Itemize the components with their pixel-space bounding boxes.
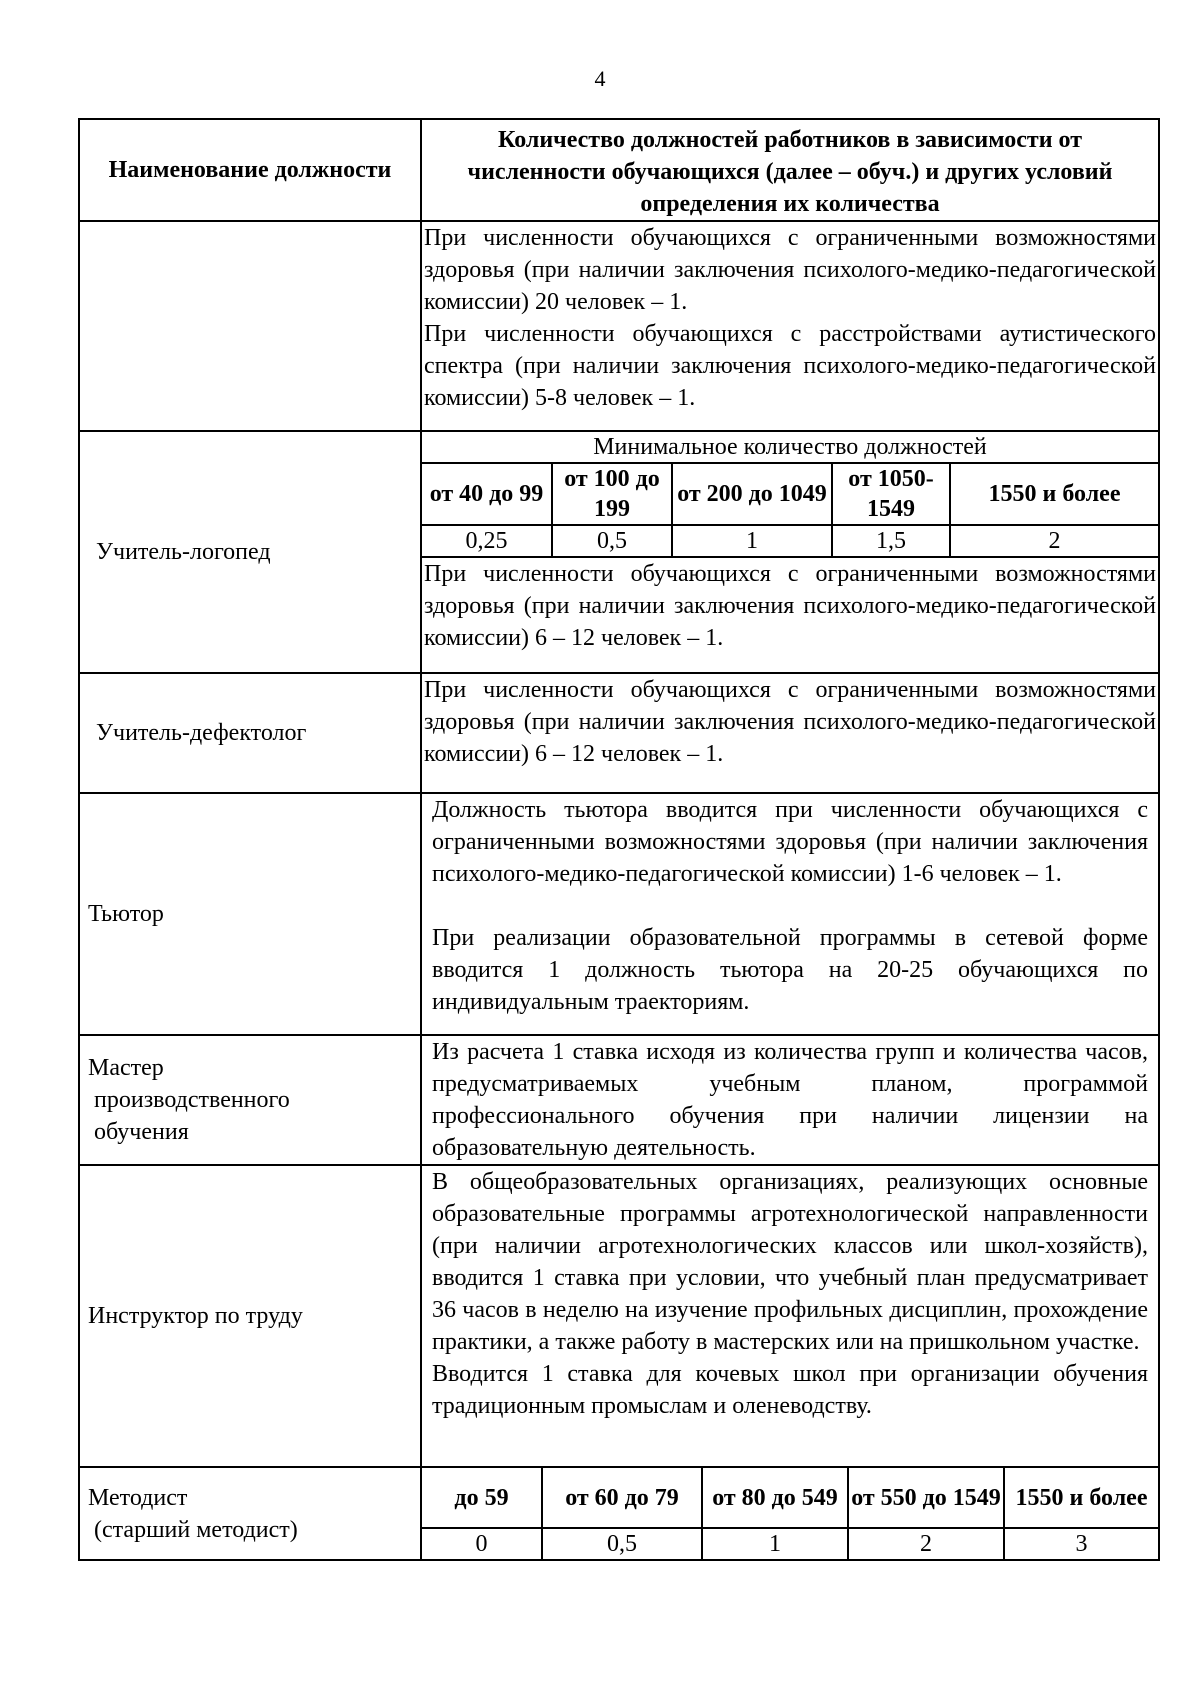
position-name-line: (старший методист) xyxy=(94,1516,298,1543)
positions-value: 3 xyxy=(1004,1528,1158,1559)
enrollment-range-header: от 1050-1549 xyxy=(832,463,950,525)
condition-paragraph: В общеобразовательных организациях, реализующих основные образовательные программы агротехнологической направленности (при наличии агротехнологических классов или школ-хозяйств), вводится 1 ставка при условии, что учебный план предусматривает 36 часов в неделю на изучение профильных дисциплин, прохождение практики, а также работу в мастерских или на пришкольном участке. xyxy=(432,1169,1148,1355)
minimum-positions-caption: Минимальное количество должностей xyxy=(422,432,1158,463)
enrollment-range-header: от 100 до 199 xyxy=(552,463,672,525)
conditions-cell xyxy=(421,1165,1159,1467)
condition-paragraph: Вводится 1 ставка для кочевых школ при организации обучения традиционным промыслам и оленеводству. xyxy=(432,1361,1148,1419)
enrollment-range-header: 1550 и более xyxy=(950,463,1158,525)
positions-value: 0 xyxy=(422,1528,542,1559)
condition-paragraph: При численности обучающихся с ограниченными возможностями здоровья (при наличии заключения психолого-медико-педагогической комиссии) 6 – 12 человек – 1. xyxy=(424,677,1156,767)
position-name: Учитель-дефектолог xyxy=(79,673,421,793)
minimum-positions-table xyxy=(422,1468,1158,1559)
positions-value: 0,25 xyxy=(422,525,552,557)
enrollment-range-header: 1550 и более xyxy=(1004,1468,1158,1528)
positions-value: 1 xyxy=(702,1528,848,1559)
position-name-line: Методист xyxy=(88,1484,188,1511)
positions-value: 0,5 xyxy=(542,1528,702,1559)
position-name xyxy=(79,1035,421,1165)
header-positions-count: Количество должностей работников в зависимости от численности обучающихся (далее – обуч.) и других условий определения их количества xyxy=(421,119,1159,221)
position-name-line: обучения xyxy=(94,1119,189,1145)
enrollment-range-header: от 80 до 549 xyxy=(702,1468,848,1528)
position-name: Учитель-логопед xyxy=(79,431,421,673)
page-number: 4 xyxy=(594,66,606,91)
conditions-cell xyxy=(421,1467,1159,1560)
enrollment-range-header: от 40 до 99 xyxy=(422,463,552,525)
conditions-cell xyxy=(421,431,1159,673)
conditions-cell xyxy=(421,673,1159,793)
table-row-metodist xyxy=(79,1467,1159,1560)
condition-paragraph: При численности обучающихся с ограниченными возможностями здоровья (при наличии заключения психолого-медико-педагогической комиссии) 6 – 12 человек – 1. xyxy=(424,561,1156,651)
positions-value: 1,5 xyxy=(832,525,950,557)
position-name: Инструктор по труду xyxy=(79,1165,421,1467)
positions-value: 2 xyxy=(950,525,1158,557)
enrollment-range-header: от 60 до 79 xyxy=(542,1468,702,1528)
condition-paragraph: При реализации образовательной программы в сетевой форме вводится 1 должность тьютора на 20-25 обучающихся по индивидуальным траекториям. xyxy=(432,925,1148,1015)
table-row-master xyxy=(79,1035,1159,1165)
minimum-positions-table xyxy=(422,432,1158,558)
positions-value: 1 xyxy=(672,525,832,557)
paragraph-gap xyxy=(422,890,1158,922)
table-row-continuation xyxy=(79,221,1159,431)
position-name xyxy=(79,1467,421,1560)
position-cell-empty xyxy=(79,221,421,431)
condition-paragraph: Должность тьютора вводится при численности обучающихся с ограниченными возможностями здоровья (при наличии заключения психолого-медико-педагогической комиссии) 1-6 человек – 1. xyxy=(432,797,1148,887)
enrollment-range-header: до 59 xyxy=(422,1468,542,1528)
staffing-table xyxy=(78,118,1160,1561)
position-name-line: Мастер xyxy=(88,1055,164,1081)
enrollment-range-header: от 550 до 1549 xyxy=(848,1468,1004,1528)
conditions-cell xyxy=(421,1035,1159,1165)
conditions-cell xyxy=(421,221,1159,431)
table-row-defektolog xyxy=(79,673,1159,793)
table-row-tutor xyxy=(79,793,1159,1035)
table-row-instruktor xyxy=(79,1165,1159,1467)
position-name: Тьютор xyxy=(79,793,421,1035)
condition-paragraph: При численности обучающихся с расстройствами аутистического спектра (при наличии заключения психолого-медико-педагогической комиссии) 5-8 человек – 1. xyxy=(424,321,1156,411)
header-position-name: Наименование должности xyxy=(79,119,421,221)
table-header-row xyxy=(79,119,1159,221)
positions-value: 2 xyxy=(848,1528,1004,1559)
table-row-logoped xyxy=(79,431,1159,673)
condition-paragraph: При численности обучающихся с ограниченными возможностями здоровья (при наличии заключения психолого-медико-педагогической комиссии) 20 человек – 1. xyxy=(424,225,1156,315)
position-name-line: производственного xyxy=(94,1087,290,1113)
positions-value: 0,5 xyxy=(552,525,672,557)
conditions-cell xyxy=(421,793,1159,1035)
condition-paragraph: Из расчета 1 ставка исходя из количества групп и количества часов, предусматриваемых учебным планом, программой профессионального обучения при наличии лицензии на образовательную деятельность. xyxy=(432,1039,1148,1161)
enrollment-range-header: от 200 до 1049 xyxy=(672,463,832,525)
